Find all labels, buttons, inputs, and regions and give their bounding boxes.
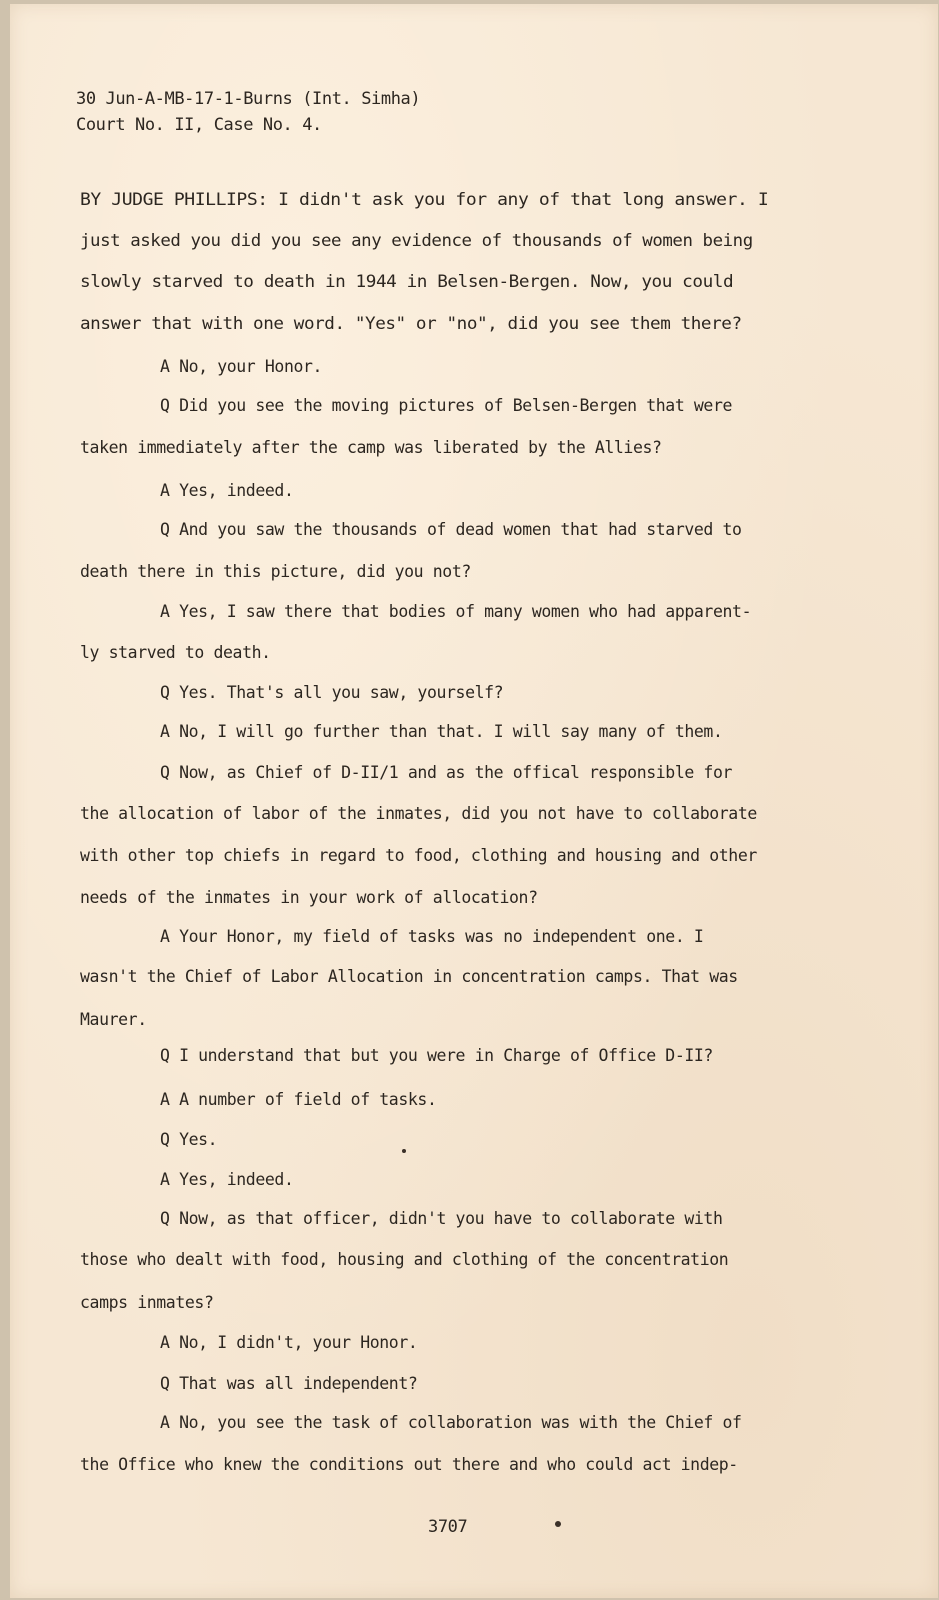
page-number: 3707 <box>428 1517 468 1537</box>
text-line: Q Yes. That's all you saw, yourself? <box>160 683 504 702</box>
text-line: Q I understand that but you were in Charge of Office D-II? <box>160 1046 713 1065</box>
text-line: just asked you did you see any evidence of thousands of women being <box>80 231 753 250</box>
text-line: the allocation of labor of the inmates, did you not have to collaborate <box>80 804 757 823</box>
text-line: Q Now, as that officer, didn't you have to collaborate with <box>160 1209 723 1228</box>
header-line-2: Court No. II, Case No. 4. <box>76 115 322 135</box>
text-line: the Office who knew the conditions out there and who could act indep- <box>80 1455 738 1474</box>
text-line: BY JUDGE PHILLIPS: I didn't ask you for any of that long answer. I <box>80 190 769 209</box>
ink-dot <box>402 1149 406 1153</box>
text-line: A Your Honor, my field of tasks was no independent one. I <box>160 927 704 946</box>
text-line: Q And you saw the thousands of dead women that had starved to <box>160 520 742 539</box>
text-line: those who dealt with food, housing and clothing of the concentration <box>80 1250 729 1269</box>
text-line: taken immediately after the camp was liberated by the Allies? <box>80 438 662 457</box>
text-line: A Yes, indeed. <box>160 481 294 500</box>
text-line: A No, your Honor. <box>160 357 323 376</box>
text-line: Maurer. <box>80 1010 147 1029</box>
text-line: ly starved to death. <box>80 643 271 662</box>
ink-dot <box>555 1521 561 1527</box>
header-line-1: 30 Jun-A-MB-17-1-Burns (Int. Simha) <box>76 89 421 109</box>
text-line: Q Yes. <box>160 1130 218 1149</box>
text-line: A No, I will go further than that. I will say many of them. <box>160 722 723 741</box>
text-line: Q That was all independent? <box>160 1374 418 1393</box>
text-line: A No, I didn't, your Honor. <box>160 1333 418 1352</box>
text-line: A No, you see the task of collaboration was with the Chief of <box>160 1413 742 1432</box>
text-line: A A number of field of tasks. <box>160 1090 437 1109</box>
text-line: with other top chiefs in regard to food, clothing and housing and other <box>80 846 757 865</box>
text-line: A Yes, I saw there that bodies of many women who had apparent- <box>160 602 752 621</box>
text-line: slowly starved to death in 1944 in Belsen-Bergen. Now, you could <box>80 272 734 291</box>
text-line: needs of the inmates in your work of allocation? <box>80 888 538 907</box>
text-line: A Yes, indeed. <box>160 1170 294 1189</box>
text-line: Q Now, as Chief of D-II/1 and as the offical responsible for <box>160 763 733 782</box>
text-line: answer that with one word. "Yes" or "no", did you see them there? <box>80 314 742 333</box>
text-line: death there in this picture, did you not? <box>80 562 471 581</box>
text-line: camps inmates? <box>80 1293 214 1312</box>
text-line: wasn't the Chief of Labor Allocation in concentration camps. That was <box>80 967 738 986</box>
text-line: Q Did you see the moving pictures of Belsen-Bergen that were <box>160 396 733 415</box>
